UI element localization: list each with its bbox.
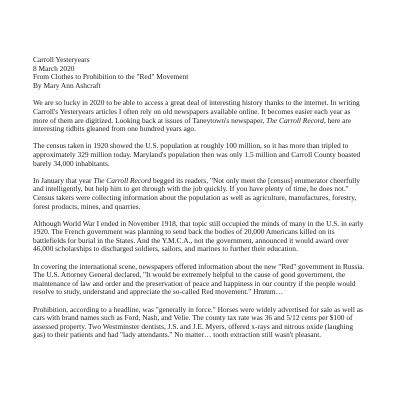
- byline: By Mary Ann Ashcraft: [33, 80, 101, 90]
- paragraph-text: The census taken in 1920 showed the U.S. population at roughly 100 million, so it has more than tripled to approximately 329 million today. Maryland's population then was only 1.5 million and Carroll County boasted barely 34,000 inhabitants.: [33, 141, 361, 168]
- paragraph-red-movement: [33, 263, 367, 297]
- paragraph-census: [33, 142, 367, 168]
- article-title: From Clothes to Prohibition to the "Red" Movement: [33, 72, 189, 82]
- article-header: [33, 56, 367, 90]
- newspaper-name: The Carroll Record: [266, 115, 324, 125]
- paragraph-text: In January that year: [33, 175, 94, 185]
- paragraph-text: Prohibition, according to a headline, was "generally in force." Horses were widely advertised for sale as well as cars with brand names such as Ford, Nash, and Velie. The county tax rate was 36 and 5/12 cents per $100 of assessed property. Two Westminster dentists, J.S. and J.E. Myers, offered x-rays and nitrous oxide (laughing gas) to their patients and had "lady attendants." No matter… tooth extraction still wasn't pleasant.: [33, 304, 363, 340]
- paragraph-text: , here are interesting tidbits gleaned from one hundred years ago.: [33, 115, 352, 134]
- paragraph-prohibition: [33, 306, 367, 340]
- paragraph-text: In covering the international scene, newspapers offered information about the new "Red" government in Russia. The U.S. Attorney General declared, "It would be extremely helpful to the cause of good government, the maintenance of law and order and the preservation of peace and happiness in our country if the people would resolve to study, understand and appreciate the so-called Red movement." Hmmm…: [33, 261, 365, 297]
- publication-name: Carroll Yesteryears: [33, 55, 90, 64]
- paragraph-text: begged its readers, "Not only meet the [census] enumerator cheerfully and intelligently, but help him to get through with the job quickly. If you have plenty of time, he does not." Census takers were collecting information about the population as well as agriculture, manufactures, forestry, forest products, mines, and quarries.: [33, 175, 360, 211]
- paragraph-intro: [33, 99, 367, 133]
- paragraph-text: Although World War I ended in November 1918, that topic still occupied the minds of many in the U.S. in early 1920. The French government was planning to send back the bodies of 20,000 Americans killed on its battlefields for burial in the States. And the Y.M.C.A., not the government, announced it would award over 46,000 scholarships to discharged soldiers, sailors, and marines to further their education.: [33, 218, 364, 254]
- paragraph-world-war: [33, 220, 367, 254]
- paragraph-enumerator: [33, 177, 367, 211]
- paragraph-text: We are so lucky in 2020 to be able to access a great deal of interesting history thanks to the internet. In writing Carroll's Yesteryears articles I often rely on old newspapers available online. It becomes easier each year as more of them are digitized. Looking back at issues of Taneytown's newspaper,: [33, 98, 360, 125]
- article-date: 8 March 2020: [33, 63, 75, 73]
- newspaper-name: The Carroll Record: [93, 175, 152, 185]
